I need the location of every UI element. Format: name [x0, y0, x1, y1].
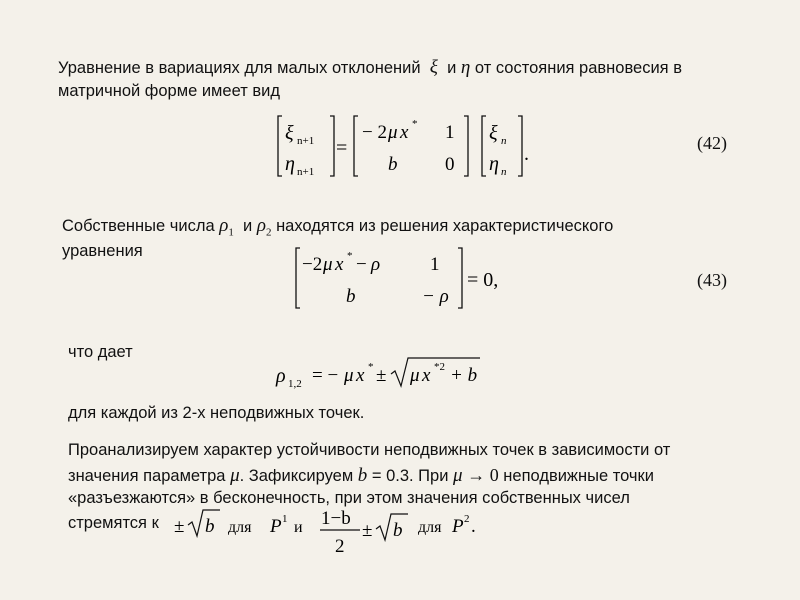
gives-label: что дает — [68, 343, 133, 361]
b-42: b — [388, 154, 398, 175]
frac-num: 1−b — [321, 508, 351, 529]
intro-text-a: Уравнение в вариациях для малых отклонений — [58, 59, 421, 77]
sqrt-sign-1 — [188, 510, 220, 536]
star-res: * — [368, 361, 374, 373]
star-42: * — [412, 118, 418, 130]
analysis-text-c: = 0.3. При — [371, 467, 449, 485]
rho-1-sub: 1 — [228, 226, 234, 239]
equation-number-42: (42) — [697, 133, 727, 153]
equation-42 — [270, 110, 550, 182]
analysis-text-tend: стремятся к — [68, 514, 159, 532]
bracket-left-close — [330, 116, 334, 176]
det-open — [296, 248, 300, 308]
equation-number-43: (43) — [697, 270, 727, 290]
analysis-text-d: неподвижные точки — [503, 467, 654, 485]
sub-n1-b: n+1 — [297, 166, 315, 178]
analysis-line-2 — [68, 465, 654, 487]
x-res-2: x — [422, 365, 431, 386]
zero-42: 0 — [445, 154, 455, 175]
analysis-text-a: значения параметра — [68, 467, 226, 485]
x-43: x — [335, 254, 344, 275]
mu-42: μ — [388, 122, 398, 143]
mu-analysis-2: μ — [453, 465, 463, 486]
xi-symbol: ξ — [429, 57, 438, 78]
for-2: для — [418, 519, 442, 536]
for-1: для — [228, 519, 252, 536]
and-limit: и — [294, 519, 303, 536]
period-end: . — [471, 516, 476, 537]
analysis-text-b: . Зафиксируем — [239, 467, 354, 485]
matrix-open — [354, 116, 358, 176]
xi-n: ξ — [489, 122, 498, 144]
frac-den: 2 — [335, 536, 345, 557]
sub-n1-a: n+1 — [297, 135, 315, 147]
vec-right-close — [518, 116, 522, 176]
pm-res: ± — [376, 365, 387, 386]
eq-zero-43: = 0, — [467, 269, 499, 291]
star-43: * — [347, 250, 353, 262]
matrix-close — [464, 116, 468, 176]
rho-2-sub: 2 — [265, 226, 272, 239]
intro-text-b: от состояния равновесия в — [474, 59, 682, 77]
b-analysis: b — [357, 465, 368, 486]
one-42: 1 — [445, 122, 455, 143]
equation-43 — [290, 244, 520, 312]
x-res: x — [356, 365, 365, 386]
analysis-line-1: Проанализируем характер устойчивости неподвижных точек в зависимости от — [68, 441, 671, 459]
rho-2: ρ — [256, 215, 266, 236]
sqrt-b-2: b — [393, 520, 403, 541]
arrow-zero: → 0 — [467, 465, 499, 485]
plus-b-res: + b — [450, 365, 478, 386]
mu-analysis: μ — [230, 465, 240, 486]
eigen-text-b: находятся из решения характеристического — [276, 217, 614, 235]
eigen-text-a: Собственные числа — [62, 217, 215, 235]
intro-line-2: матричной форме имеет вид — [58, 82, 280, 100]
sqrt-b-1: b — [205, 516, 215, 537]
one-43: 1 — [430, 254, 440, 275]
p-1-sup: 1 — [282, 513, 288, 525]
rho-1: ρ — [219, 215, 229, 236]
mu-43: μ — [323, 254, 333, 275]
minus-two: − 2 — [362, 122, 387, 143]
xi-n1: ξ — [285, 122, 294, 144]
sub-n-b: n — [501, 166, 507, 178]
pm-limit-1: ± — [174, 516, 185, 537]
intro-line-1 — [58, 57, 682, 79]
eta-n1: η — [285, 153, 295, 175]
vec-right-open — [482, 116, 486, 176]
det-close — [458, 248, 462, 308]
analysis-line-4 — [68, 514, 159, 533]
intro-and: и — [447, 59, 457, 77]
star2-res: *2 — [434, 361, 445, 373]
minus-rho-43: − ρ — [422, 286, 449, 307]
pm-limit-2: ± — [362, 520, 373, 541]
b-43: b — [346, 286, 356, 307]
eta-symbol: η — [460, 57, 471, 78]
rho-12: ρ — [276, 365, 286, 387]
analysis-line-3: «разъезжаются» в бесконечность, при этом значения собственных чисел — [68, 489, 630, 507]
p-2: P — [452, 516, 464, 537]
sub-n-a: n — [501, 135, 507, 147]
each-point-line: для каждой из 2-х неподвижных точек. — [68, 404, 365, 422]
period-42: . — [524, 143, 529, 165]
mu-res: μ — [344, 365, 354, 386]
eta-n: η — [489, 153, 499, 175]
rho-43: ρ — [371, 254, 381, 275]
mu-res-2: μ — [410, 365, 420, 386]
eigen-line-1 — [62, 215, 613, 238]
rho-formula — [272, 350, 487, 392]
minus-43: − — [356, 254, 367, 275]
equals-42: = — [336, 137, 348, 159]
equals-minus: = − — [312, 365, 339, 386]
x-42: x — [400, 122, 409, 143]
rho-12-sub: 1,2 — [288, 378, 302, 390]
eigen-line-2: уравнения — [62, 242, 143, 260]
minus-two-43: −2 — [302, 254, 323, 275]
p-1: P — [270, 516, 282, 537]
eigen-and: и — [243, 217, 253, 235]
limit-formulas — [168, 498, 498, 562]
bracket-left-open — [278, 116, 282, 176]
sqrt-sign-2 — [376, 514, 408, 540]
p-2-sup: 2 — [464, 513, 470, 525]
